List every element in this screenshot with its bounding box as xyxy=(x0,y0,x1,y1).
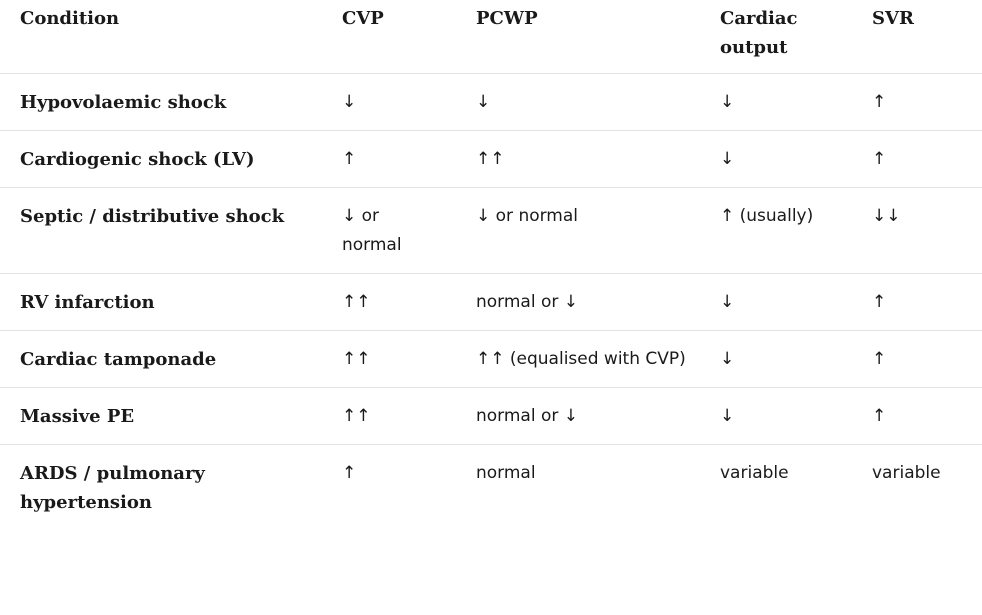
pcwp-cell: ↓ xyxy=(456,74,700,131)
svr-cell: ↓↓ xyxy=(852,188,982,274)
svr-cell: variable xyxy=(872,463,941,483)
cardiac-output-cell: variable xyxy=(720,463,789,483)
cvp-cell: ↑ xyxy=(322,131,456,188)
condition-cell: Septic / distributive shock xyxy=(0,188,322,274)
header-svr: SVR xyxy=(852,0,982,74)
svr-cell: ↑ xyxy=(852,131,982,188)
svr-cell: ↑ xyxy=(852,331,982,388)
table-row xyxy=(0,388,982,445)
svr-cell: ↑ xyxy=(852,74,982,131)
cvp-cell: ↑↑ xyxy=(322,331,456,388)
condition-cell: RV infarction xyxy=(0,274,322,331)
table-row xyxy=(0,74,982,131)
pcwp-cell: normal or ↓ xyxy=(456,388,700,445)
table-row xyxy=(0,331,982,388)
pcwp-cell: ↑↑ (equalised with CVP) xyxy=(456,331,700,388)
cardiac-output-cell: ↓ xyxy=(700,274,852,331)
table-row xyxy=(0,445,982,522)
cardiac-output-cell: ↓ xyxy=(700,74,852,131)
cvp-cell: ↑↑ xyxy=(322,274,456,331)
header-cardiac-output: Cardiac output xyxy=(700,0,852,74)
header-cvp: CVP xyxy=(322,0,456,74)
pcwp-cell: normal xyxy=(476,463,536,483)
table-header-row xyxy=(0,0,982,74)
condition-cell: Cardiogenic shock (LV) xyxy=(0,131,322,188)
table-row xyxy=(0,188,982,274)
condition-cell: ARDS / pulmonary hypertension xyxy=(20,463,205,513)
cvp-cell: ↓ or normal xyxy=(322,188,456,274)
cardiac-output-cell: ↓ xyxy=(700,388,852,445)
header-condition: Condition xyxy=(0,0,322,74)
condition-cell: Hypovolaemic shock xyxy=(0,74,322,131)
table-row xyxy=(0,274,982,331)
svr-cell: ↑ xyxy=(852,388,982,445)
cardiac-output-cell: ↓ xyxy=(700,331,852,388)
pcwp-cell: ↓ or normal xyxy=(456,188,700,274)
cardiac-output-cell: ↑ (usually) xyxy=(700,188,852,274)
table-row xyxy=(0,131,982,188)
pcwp-cell: normal or ↓ xyxy=(456,274,700,331)
condition-cell: Cardiac tamponade xyxy=(0,331,322,388)
cvp-cell: ↑ xyxy=(342,463,357,483)
cardiac-output-cell: ↓ xyxy=(700,131,852,188)
condition-cell: Massive PE xyxy=(0,388,322,445)
svr-cell: ↑ xyxy=(852,274,982,331)
cvp-cell: ↑↑ xyxy=(322,388,456,445)
header-pcwp: PCWP xyxy=(456,0,700,74)
pcwp-cell: ↑↑ xyxy=(456,131,700,188)
cvp-cell: ↓ xyxy=(322,74,456,131)
